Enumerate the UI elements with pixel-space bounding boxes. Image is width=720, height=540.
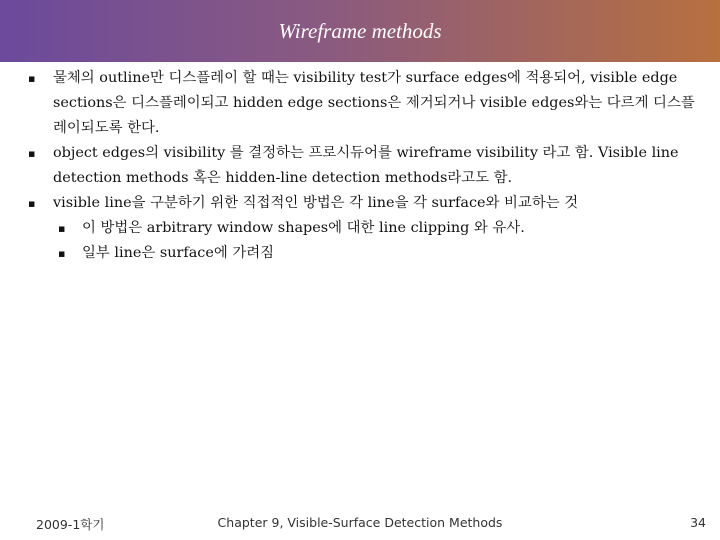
bullet-list: [24, 66, 708, 266]
bullet-text: object edges의 visibility 를 결정하는 프로시듀어를 wireframe visibility 라고 함. Visible line detection methods 혹은 hidden-line detection methods라고도 함.: [53, 145, 679, 186]
bullet-marker-icon: ▪: [28, 197, 36, 210]
bullet-text: 이 방법은 arbitrary window shapes에 대한 line clipping 와 유사.: [82, 220, 525, 236]
sub-bullet-item: [24, 241, 708, 266]
bullet-item: [24, 66, 708, 141]
bullet-item: [24, 141, 708, 191]
bullet-item: [24, 191, 708, 216]
bullet-marker-icon: ▪: [58, 222, 66, 235]
bullet-marker-icon: ▪: [28, 72, 36, 85]
bullet-text: 일부 line은 surface에 가려짐: [82, 245, 275, 261]
bullet-marker-icon: ▪: [28, 147, 36, 160]
slide-title: Wireframe methods: [278, 18, 442, 43]
bullet-text: 물체의 outline만 디스플레이 할 때는 visibility test가 surface edges에 적용되어, visible edge sections은 디스플레이되고 hidden edge sections은 제거되거나 visible edges와는 다르게 디스플레이되도록 한다.: [53, 70, 695, 136]
footer-chapter: Chapter 9, Visible-Surface Detection Methods: [217, 515, 503, 530]
page-number: 34: [690, 515, 706, 530]
bullet-marker-icon: ▪: [58, 247, 66, 260]
footer-semester: 2009-1학기: [36, 517, 105, 532]
bullet-text: visible line을 구분하기 위한 직접적인 방법은 각 line을 각 surface와 비교하는 것: [53, 195, 579, 211]
sub-bullet-item: [24, 216, 708, 241]
